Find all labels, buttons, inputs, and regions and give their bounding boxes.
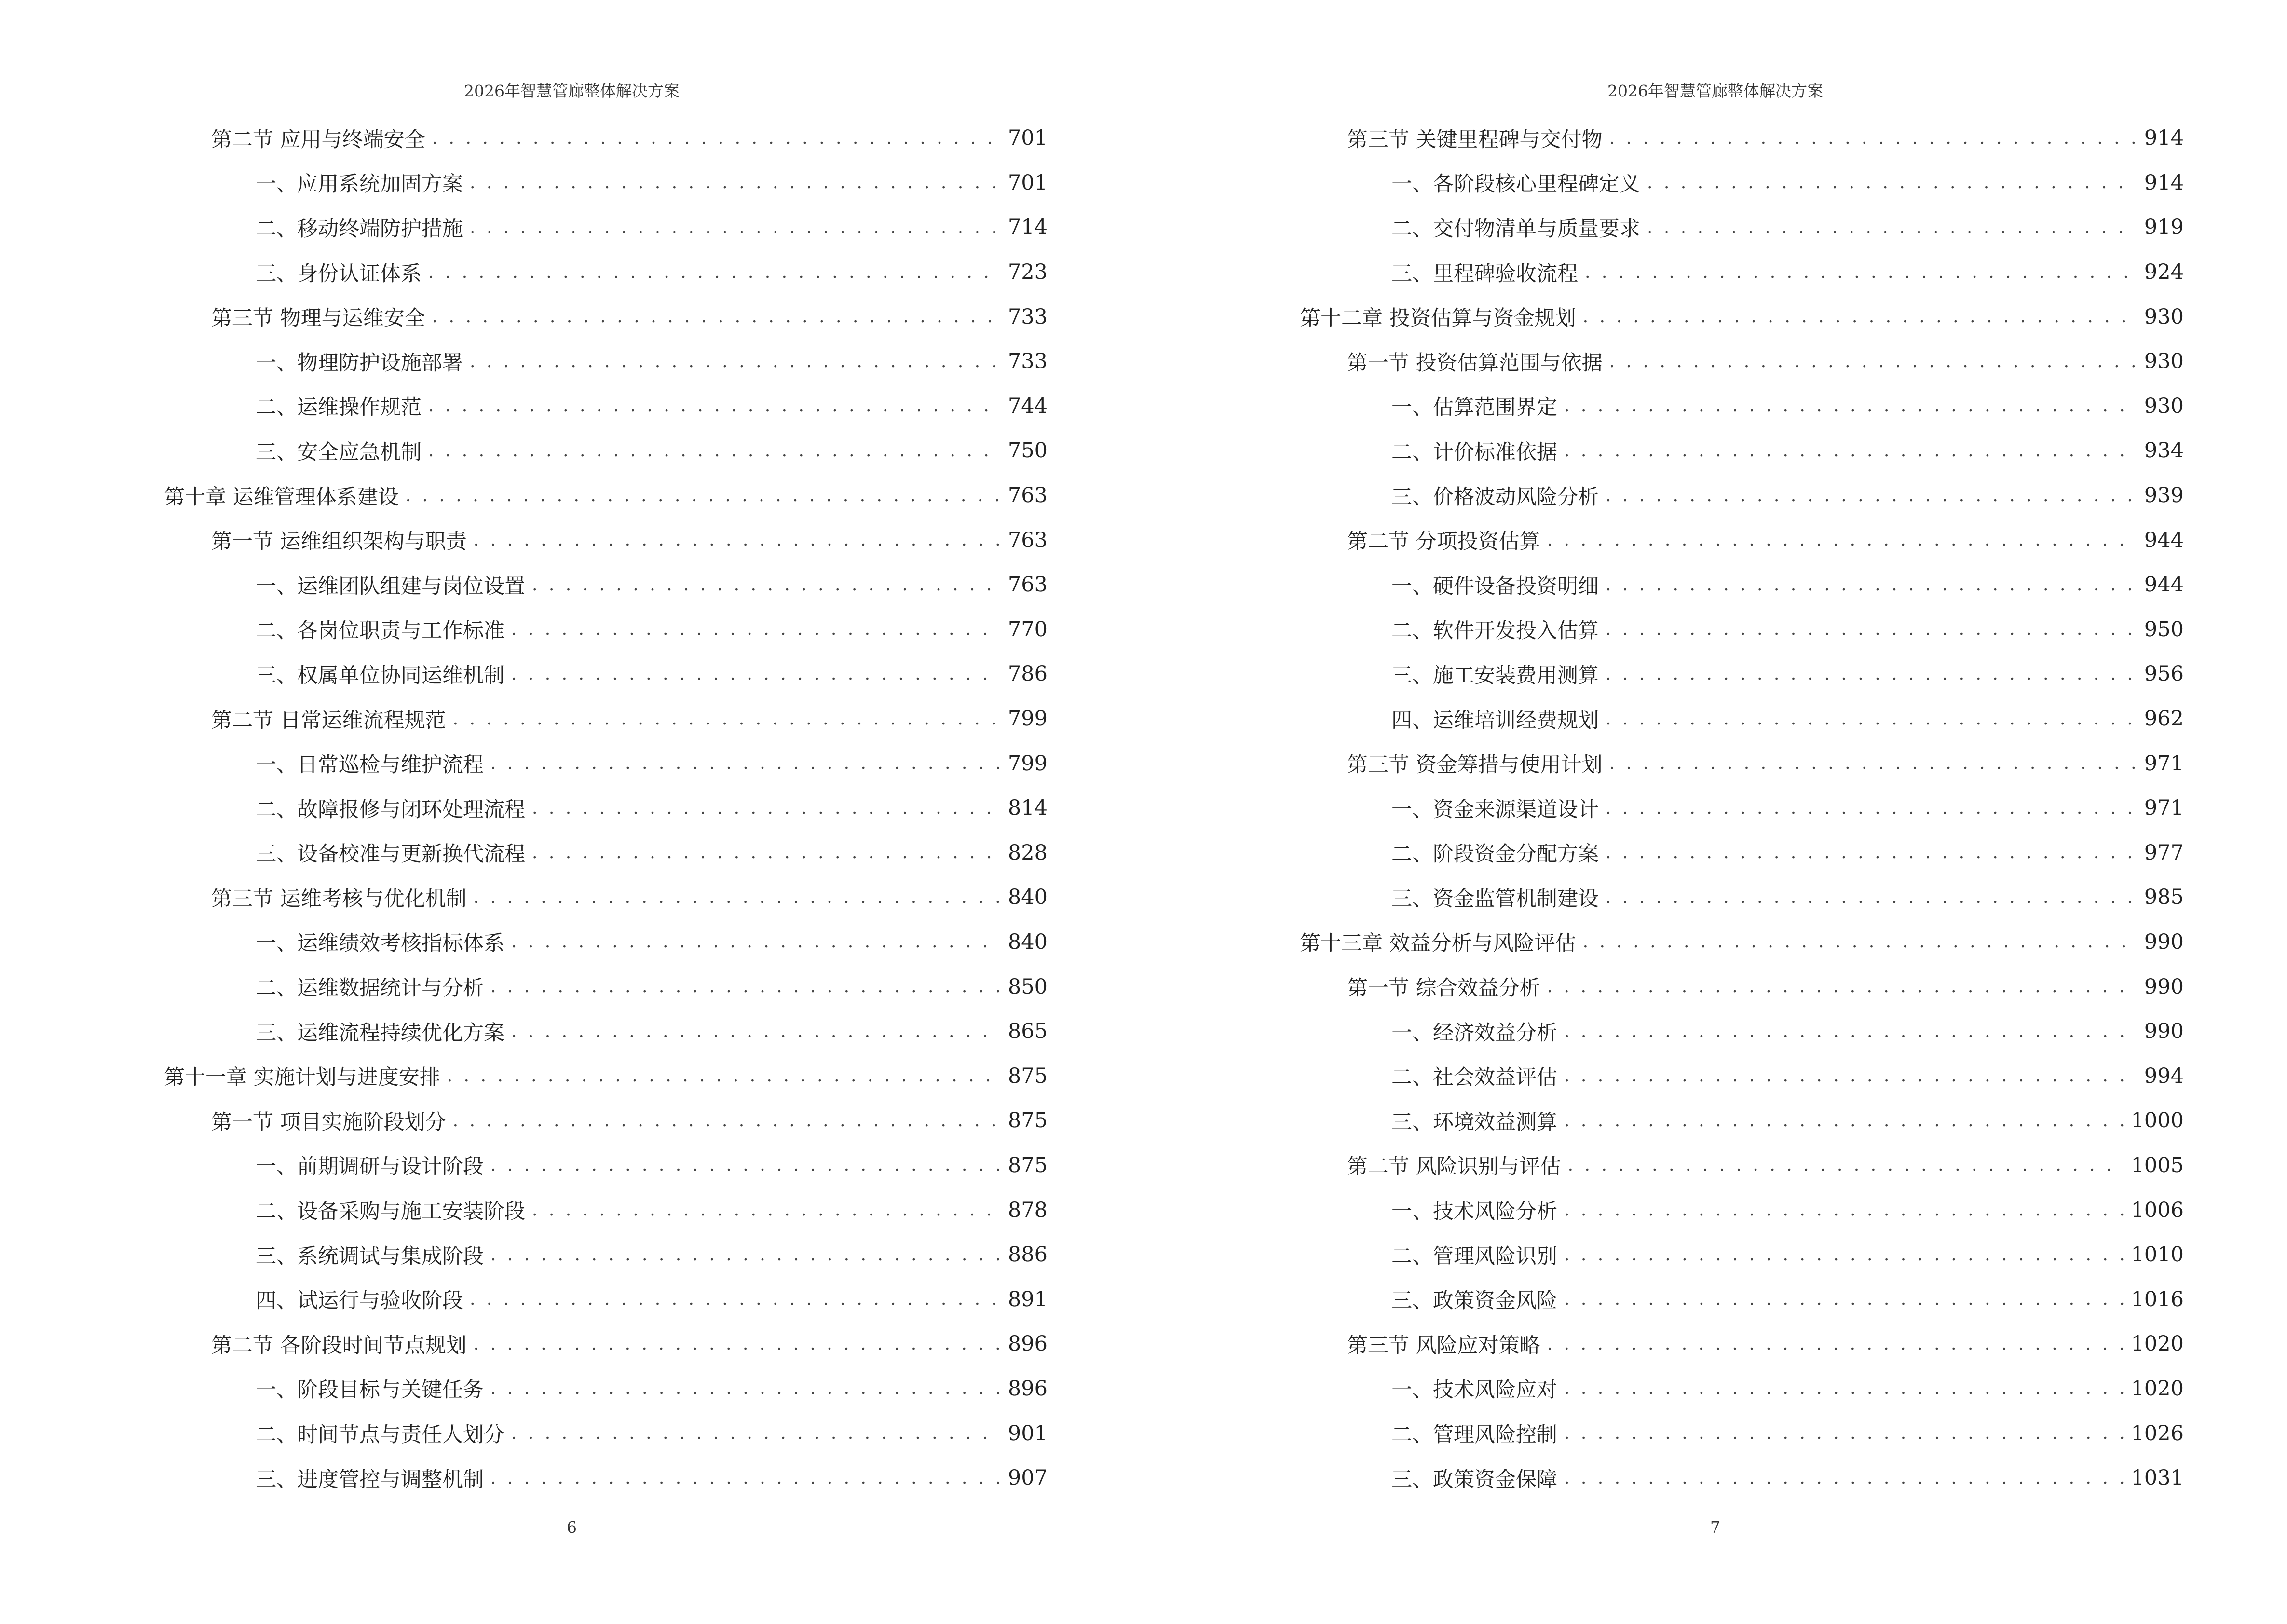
toc-subsection[interactable] xyxy=(1300,1232,2184,1277)
toc-entry-page-number: 971 xyxy=(2144,796,2184,820)
dot-leader xyxy=(1564,1022,2137,1041)
dot-leader xyxy=(1564,1111,2124,1131)
dot-leader xyxy=(428,262,1001,282)
toc-entry-page-number: 1020 xyxy=(2131,1332,2184,1356)
dot-leader xyxy=(1606,798,2137,818)
toc-subsection[interactable] xyxy=(164,652,1048,696)
toc-entry-title: 二、交付物清单与质量要求 xyxy=(1391,217,1640,241)
toc-entry-page-number: 919 xyxy=(2144,215,2184,240)
toc-section[interactable] xyxy=(1300,116,2184,161)
toc-subsection[interactable] xyxy=(1300,384,2184,429)
toc-entry-page-number: 828 xyxy=(1007,840,1048,865)
toc-entry-page-number: 733 xyxy=(1007,304,1048,329)
toc-entry-title: 第二节 风险识别与评估 xyxy=(1347,1155,1561,1179)
toc-subsection[interactable] xyxy=(164,1009,1048,1054)
toc-subsection[interactable] xyxy=(164,1456,1048,1501)
toc-entry-title: 二、各岗位职责与工作标准 xyxy=(256,619,504,643)
page-number: 7 xyxy=(1710,1518,1720,1537)
toc-subsection[interactable] xyxy=(164,1366,1048,1411)
toc-subsection[interactable] xyxy=(164,250,1048,295)
toc-chapter[interactable] xyxy=(1300,294,2184,339)
toc-entry-page-number: 763 xyxy=(1007,483,1048,508)
dot-leader xyxy=(1564,1423,2124,1443)
toc-entry-page-number: 1005 xyxy=(2131,1153,2184,1177)
toc-subsection[interactable] xyxy=(164,562,1048,607)
toc-entry-page-number: 914 xyxy=(2144,126,2184,150)
toc-entry-title: 一、运维团队组建与岗位设置 xyxy=(256,574,525,599)
toc-entry-title: 第十章 运维管理体系建设 xyxy=(164,485,399,509)
toc-entry-page-number: 875 xyxy=(1007,1064,1048,1088)
toc-entry-page-number: 723 xyxy=(1007,260,1048,285)
toc-subsection[interactable] xyxy=(164,428,1048,473)
dot-leader xyxy=(490,1468,1001,1488)
toc-entry-title: 三、里程碑验收流程 xyxy=(1391,261,1578,286)
toc-entry-title: 一、运维绩效考核指标体系 xyxy=(256,931,504,956)
toc-entry-page-number: 875 xyxy=(1007,1153,1048,1177)
dot-leader xyxy=(474,1334,1001,1354)
toc-subsection[interactable] xyxy=(1300,1187,2184,1232)
toc-entry-title: 第二节 日常运维流程规范 xyxy=(211,708,446,733)
toc-entry-title: 三、政策资金保障 xyxy=(1391,1467,1557,1492)
toc-subsection[interactable] xyxy=(1300,250,2184,295)
toc-section[interactable] xyxy=(164,1322,1048,1366)
dot-leader xyxy=(490,1378,1001,1398)
dot-leader xyxy=(1585,262,2137,282)
toc-entry-title: 第十三章 效益分析与风险评估 xyxy=(1300,931,1576,956)
toc-entry-title: 一、应用系统加固方案 xyxy=(256,172,463,197)
toc-entry-page-number: 896 xyxy=(1007,1332,1048,1356)
toc-entry-page-number: 971 xyxy=(2144,751,2184,776)
toc-subsection[interactable] xyxy=(1300,1277,2184,1322)
toc-subsection[interactable] xyxy=(164,161,1048,205)
toc-entry-page-number: 744 xyxy=(1007,394,1048,418)
dot-leader xyxy=(1606,843,2137,862)
toc-entry-title: 四、试运行与验收阶段 xyxy=(256,1289,463,1313)
toc-entry-title: 三、价格波动风险分析 xyxy=(1391,485,1599,509)
toc-entry-page-number: 990 xyxy=(2144,1019,2184,1044)
dot-leader xyxy=(490,1155,1001,1175)
toc-entry-page-number: 763 xyxy=(1007,573,1048,597)
dot-leader xyxy=(511,664,1001,684)
toc-section[interactable] xyxy=(1300,1322,2184,1366)
dot-leader xyxy=(453,709,1001,729)
toc-entry-title: 二、软件开发投入估算 xyxy=(1391,619,1599,643)
toc-entry-page-number: 786 xyxy=(1007,662,1048,686)
toc-entry-page-number: 930 xyxy=(2144,394,2184,418)
dot-leader xyxy=(1583,932,2137,952)
toc-section[interactable] xyxy=(1300,518,2184,562)
toc-subsection[interactable] xyxy=(164,920,1048,965)
dot-leader xyxy=(432,128,1001,148)
toc-entry-title: 一、各阶段核心里程碑定义 xyxy=(1391,172,1640,197)
toc-subsection[interactable] xyxy=(164,831,1048,875)
toc-entry-title: 三、环境效益测算 xyxy=(1391,1110,1557,1134)
toc-subsection[interactable] xyxy=(164,1143,1048,1188)
toc-entry-title: 一、前期调研与设计阶段 xyxy=(256,1155,484,1179)
dot-leader xyxy=(470,1289,1001,1309)
dot-leader xyxy=(1583,307,2137,327)
dot-leader xyxy=(1606,486,2137,505)
dot-leader xyxy=(1609,753,2137,773)
toc-entry-page-number: 907 xyxy=(1007,1466,1048,1490)
toc-subsection[interactable] xyxy=(1300,1456,2184,1501)
toc-subsection[interactable] xyxy=(1300,473,2184,518)
toc-entry-page-number: 814 xyxy=(1007,796,1048,820)
toc-entry-title: 三、权属单位协同运维机制 xyxy=(256,663,504,688)
dot-leader xyxy=(1564,1245,2124,1265)
toc-subsection[interactable] xyxy=(1300,1053,2184,1098)
dot-leader xyxy=(447,1066,1001,1086)
toc-entry-page-number: 878 xyxy=(1007,1198,1048,1222)
dot-leader xyxy=(1606,619,2137,639)
toc-entry-title: 第三节 运维考核与优化机制 xyxy=(211,887,467,911)
toc-entry-title: 第三节 物理与运维安全 xyxy=(211,306,425,331)
toc-entry-page-number: 944 xyxy=(2144,528,2184,552)
toc-entry-title: 四、运维培训经费规划 xyxy=(1391,708,1599,733)
dot-leader xyxy=(1606,664,2137,684)
toc-entry-page-number: 714 xyxy=(1007,215,1048,240)
toc-entry-page-number: 1031 xyxy=(2131,1466,2184,1490)
toc-entry-page-number: 840 xyxy=(1007,885,1048,910)
dot-leader xyxy=(532,575,1001,595)
toc-entry-page-number: 1026 xyxy=(2131,1421,2184,1446)
toc-entry-title: 二、管理风险控制 xyxy=(1391,1423,1557,1447)
toc-entry-page-number: 850 xyxy=(1007,974,1048,999)
dot-leader xyxy=(1547,1334,2124,1354)
toc-entry-title: 三、安全应急机制 xyxy=(256,440,422,464)
toc-subsection[interactable] xyxy=(1300,875,2184,920)
toc-entry-title: 三、施工安装费用测算 xyxy=(1391,663,1599,688)
toc-entry-title: 一、硬件设备投资明细 xyxy=(1391,574,1599,599)
toc-entry-title: 二、时间节点与责任人划分 xyxy=(256,1423,504,1447)
toc-entry-page-number: 1016 xyxy=(2131,1287,2184,1311)
toc-subsection[interactable] xyxy=(1300,652,2184,696)
dot-leader xyxy=(490,1245,1001,1265)
toc-entry-title: 一、估算范围界定 xyxy=(1391,396,1557,420)
dot-leader xyxy=(474,530,1001,550)
toc-section[interactable] xyxy=(164,1098,1048,1143)
toc-subsection[interactable] xyxy=(164,1277,1048,1322)
toc-entry-title: 三、系统调试与集成阶段 xyxy=(256,1244,484,1269)
toc-subsection[interactable] xyxy=(164,786,1048,831)
dot-leader xyxy=(532,1200,1001,1220)
toc-entry-page-number: 934 xyxy=(2144,438,2184,463)
toc-subsection[interactable] xyxy=(1300,786,2184,831)
toc-entry-title: 第二节 分项投资估算 xyxy=(1347,530,1540,554)
toc-entry-page-number: 799 xyxy=(1007,707,1048,731)
toc-entry-page-number: 990 xyxy=(2144,929,2184,954)
toc-section[interactable] xyxy=(1300,741,2184,786)
toc-subsection[interactable] xyxy=(164,1232,1048,1277)
toc-subsection[interactable] xyxy=(1300,696,2184,741)
toc-entry-page-number: 914 xyxy=(2144,170,2184,195)
toc-entry-title: 三、进度管控与调整机制 xyxy=(256,1467,484,1492)
toc-entry-page-number: 886 xyxy=(1007,1242,1048,1267)
toc-entry-page-number: 750 xyxy=(1007,438,1048,463)
toc-entry-page-number: 701 xyxy=(1007,126,1048,150)
toc-entry-title: 一、物理防护设施部署 xyxy=(256,351,463,375)
toc-entry-title: 二、设备采购与施工安装阶段 xyxy=(256,1200,525,1224)
toc-entry-page-number: 950 xyxy=(2144,617,2184,641)
toc-entry-title: 第一节 综合效益分析 xyxy=(1347,976,1540,1001)
toc-page-right xyxy=(1144,0,2287,1624)
toc-subsection[interactable] xyxy=(164,1187,1048,1232)
toc-entry-page-number: 944 xyxy=(2144,573,2184,597)
dot-leader xyxy=(1564,1378,2124,1398)
toc-subsection[interactable] xyxy=(1300,1098,2184,1143)
toc-entry-title: 一、资金来源渠道设计 xyxy=(1391,797,1599,822)
toc-subsection[interactable] xyxy=(164,741,1048,786)
dot-leader xyxy=(1609,352,2137,371)
toc-entry-page-number: 1020 xyxy=(2131,1376,2184,1401)
toc-list xyxy=(164,116,1048,1500)
dot-leader xyxy=(532,843,1001,862)
toc-section[interactable] xyxy=(1300,964,2184,1009)
dot-leader xyxy=(1564,1200,2124,1220)
dot-leader xyxy=(1564,441,2137,461)
toc-entry-title: 第二节 应用与终端安全 xyxy=(211,127,425,152)
dot-leader xyxy=(428,441,1001,461)
toc-subsection[interactable] xyxy=(164,964,1048,1009)
toc-entry-title: 三、资金监管机制建设 xyxy=(1391,887,1599,911)
dot-leader xyxy=(532,798,1001,818)
running-header: 2026年智慧管廊整体解决方案 xyxy=(464,82,680,100)
toc-entry-title: 第一节 项目实施阶段划分 xyxy=(211,1110,446,1134)
toc-subsection[interactable] xyxy=(1300,1411,2184,1456)
dot-leader xyxy=(1547,530,2137,550)
toc-chapter[interactable] xyxy=(1300,920,2184,965)
toc-entry-page-number: 840 xyxy=(1007,929,1048,954)
toc-subsection[interactable] xyxy=(164,339,1048,384)
dot-leader xyxy=(1564,1066,2137,1086)
toc-entry-page-number: 763 xyxy=(1007,528,1048,552)
toc-entry-page-number: 939 xyxy=(2144,483,2184,508)
toc-entry-page-number: 865 xyxy=(1007,1019,1048,1044)
toc-entry-title: 一、技术风险分析 xyxy=(1391,1200,1557,1224)
toc-entry-page-number: 770 xyxy=(1007,617,1048,641)
toc-entry-title: 二、故障报修与闭环处理流程 xyxy=(256,797,525,822)
dot-leader xyxy=(1647,173,2137,192)
dot-leader xyxy=(474,887,1001,907)
toc-section[interactable] xyxy=(1300,339,2184,384)
toc-section[interactable] xyxy=(164,696,1048,741)
toc-list xyxy=(1300,116,2184,1500)
toc-section[interactable] xyxy=(164,294,1048,339)
toc-entry-page-number: 1010 xyxy=(2131,1242,2184,1267)
toc-entry-title: 第三节 风险应对策略 xyxy=(1347,1333,1540,1358)
toc-entry-page-number: 994 xyxy=(2144,1064,2184,1088)
dot-leader xyxy=(470,173,1001,192)
toc-entry-title: 第十一章 实施计划与进度安排 xyxy=(164,1065,440,1090)
toc-section[interactable] xyxy=(164,875,1048,920)
toc-entry-page-number: 1006 xyxy=(2131,1198,2184,1222)
dot-leader xyxy=(428,396,1001,416)
toc-entry-title: 第二节 各阶段时间节点规划 xyxy=(211,1333,467,1358)
toc-entry-page-number: 956 xyxy=(2144,662,2184,686)
toc-entry-page-number: 990 xyxy=(2144,974,2184,999)
toc-entry-page-number: 733 xyxy=(1007,349,1048,374)
toc-subsection[interactable] xyxy=(1300,1009,2184,1054)
dot-leader xyxy=(1547,977,2137,996)
toc-entry-page-number: 701 xyxy=(1007,170,1048,195)
toc-entry-title: 第一节 投资估算范围与依据 xyxy=(1347,351,1603,375)
toc-entry-page-number: 875 xyxy=(1007,1108,1048,1133)
toc-entry-page-number: 930 xyxy=(2144,304,2184,329)
dot-leader xyxy=(1647,218,2137,237)
toc-entry-title: 二、阶段资金分配方案 xyxy=(1391,842,1599,867)
dot-leader xyxy=(470,218,1001,237)
toc-entry-title: 三、运维流程持续优化方案 xyxy=(256,1021,504,1045)
dot-leader xyxy=(470,352,1001,371)
dot-leader xyxy=(453,1111,1001,1131)
toc-subsection[interactable] xyxy=(1300,562,2184,607)
toc-section[interactable] xyxy=(164,116,1048,161)
toc-entry-page-number: 924 xyxy=(2144,260,2184,285)
toc-entry-title: 二、运维数据统计与分析 xyxy=(256,976,484,1001)
toc-entry-title: 二、计价标准依据 xyxy=(1391,440,1557,464)
toc-entry-title: 第三节 关键里程碑与交付物 xyxy=(1347,127,1603,152)
dot-leader xyxy=(490,977,1001,996)
dot-leader xyxy=(511,1423,1001,1443)
toc-subsection[interactable] xyxy=(1300,161,2184,205)
toc-entry-page-number: 962 xyxy=(2144,707,2184,731)
toc-entry-title: 三、政策资金风险 xyxy=(1391,1289,1557,1313)
toc-subsection[interactable] xyxy=(1300,607,2184,652)
toc-entry-title: 一、技术风险应对 xyxy=(1391,1378,1557,1403)
toc-entry-page-number: 896 xyxy=(1007,1376,1048,1401)
toc-entry-page-number: 901 xyxy=(1007,1421,1048,1446)
toc-chapter[interactable] xyxy=(164,473,1048,518)
toc-entry-page-number: 891 xyxy=(1007,1287,1048,1311)
dot-leader xyxy=(511,1022,1001,1041)
dot-leader xyxy=(1606,575,2137,595)
toc-entry-title: 第三节 资金筹措与使用计划 xyxy=(1347,753,1603,778)
toc-section[interactable] xyxy=(164,518,1048,562)
toc-entry-title: 三、设备校准与更新换代流程 xyxy=(256,842,525,867)
toc-entry-title: 第十二章 投资估算与资金规划 xyxy=(1300,306,1576,331)
toc-entry-title: 一、阶段目标与关键任务 xyxy=(256,1378,484,1403)
dot-leader xyxy=(406,486,1001,505)
dot-leader xyxy=(1564,1468,2124,1488)
dot-leader xyxy=(1609,128,2137,148)
toc-entry-page-number: 985 xyxy=(2144,885,2184,910)
toc-subsection[interactable] xyxy=(164,1411,1048,1456)
toc-subsection[interactable] xyxy=(1300,1366,2184,1411)
dot-leader xyxy=(511,619,1001,639)
toc-entry-title: 二、管理风险识别 xyxy=(1391,1244,1557,1269)
page-number: 6 xyxy=(567,1518,577,1537)
dot-leader xyxy=(432,307,1001,327)
dot-leader xyxy=(511,932,1001,952)
dot-leader xyxy=(1564,1289,2124,1309)
toc-subsection[interactable] xyxy=(164,205,1048,250)
toc-entry-page-number: 930 xyxy=(2144,349,2184,374)
toc-subsection[interactable] xyxy=(164,607,1048,652)
dot-leader xyxy=(1606,709,2137,729)
toc-entry-title: 第一节 运维组织架构与职责 xyxy=(211,530,467,554)
toc-subsection[interactable] xyxy=(1300,205,2184,250)
toc-chapter[interactable] xyxy=(164,1053,1048,1098)
toc-subsection[interactable] xyxy=(1300,831,2184,875)
toc-subsection[interactable] xyxy=(164,384,1048,429)
toc-entry-page-number: 977 xyxy=(2144,840,2184,865)
dot-leader xyxy=(490,753,1001,773)
toc-entry-title: 二、社会效益评估 xyxy=(1391,1065,1557,1090)
toc-section[interactable] xyxy=(1300,1143,2184,1188)
toc-entry-page-number: 1000 xyxy=(2131,1108,2184,1133)
toc-entry-title: 二、移动终端防护措施 xyxy=(256,217,463,241)
dot-leader xyxy=(1568,1155,2124,1175)
toc-entry-title: 一、日常巡检与维护流程 xyxy=(256,753,484,778)
dot-leader xyxy=(1564,396,2137,416)
toc-subsection[interactable] xyxy=(1300,428,2184,473)
toc-entry-title: 二、运维操作规范 xyxy=(256,396,422,420)
running-header: 2026年智慧管廊整体解决方案 xyxy=(1607,82,1823,100)
toc-entry-title: 三、身份认证体系 xyxy=(256,261,422,286)
toc-entry-page-number: 799 xyxy=(1007,751,1048,776)
toc-entry-title: 一、经济效益分析 xyxy=(1391,1021,1557,1045)
dot-leader xyxy=(1606,887,2137,907)
